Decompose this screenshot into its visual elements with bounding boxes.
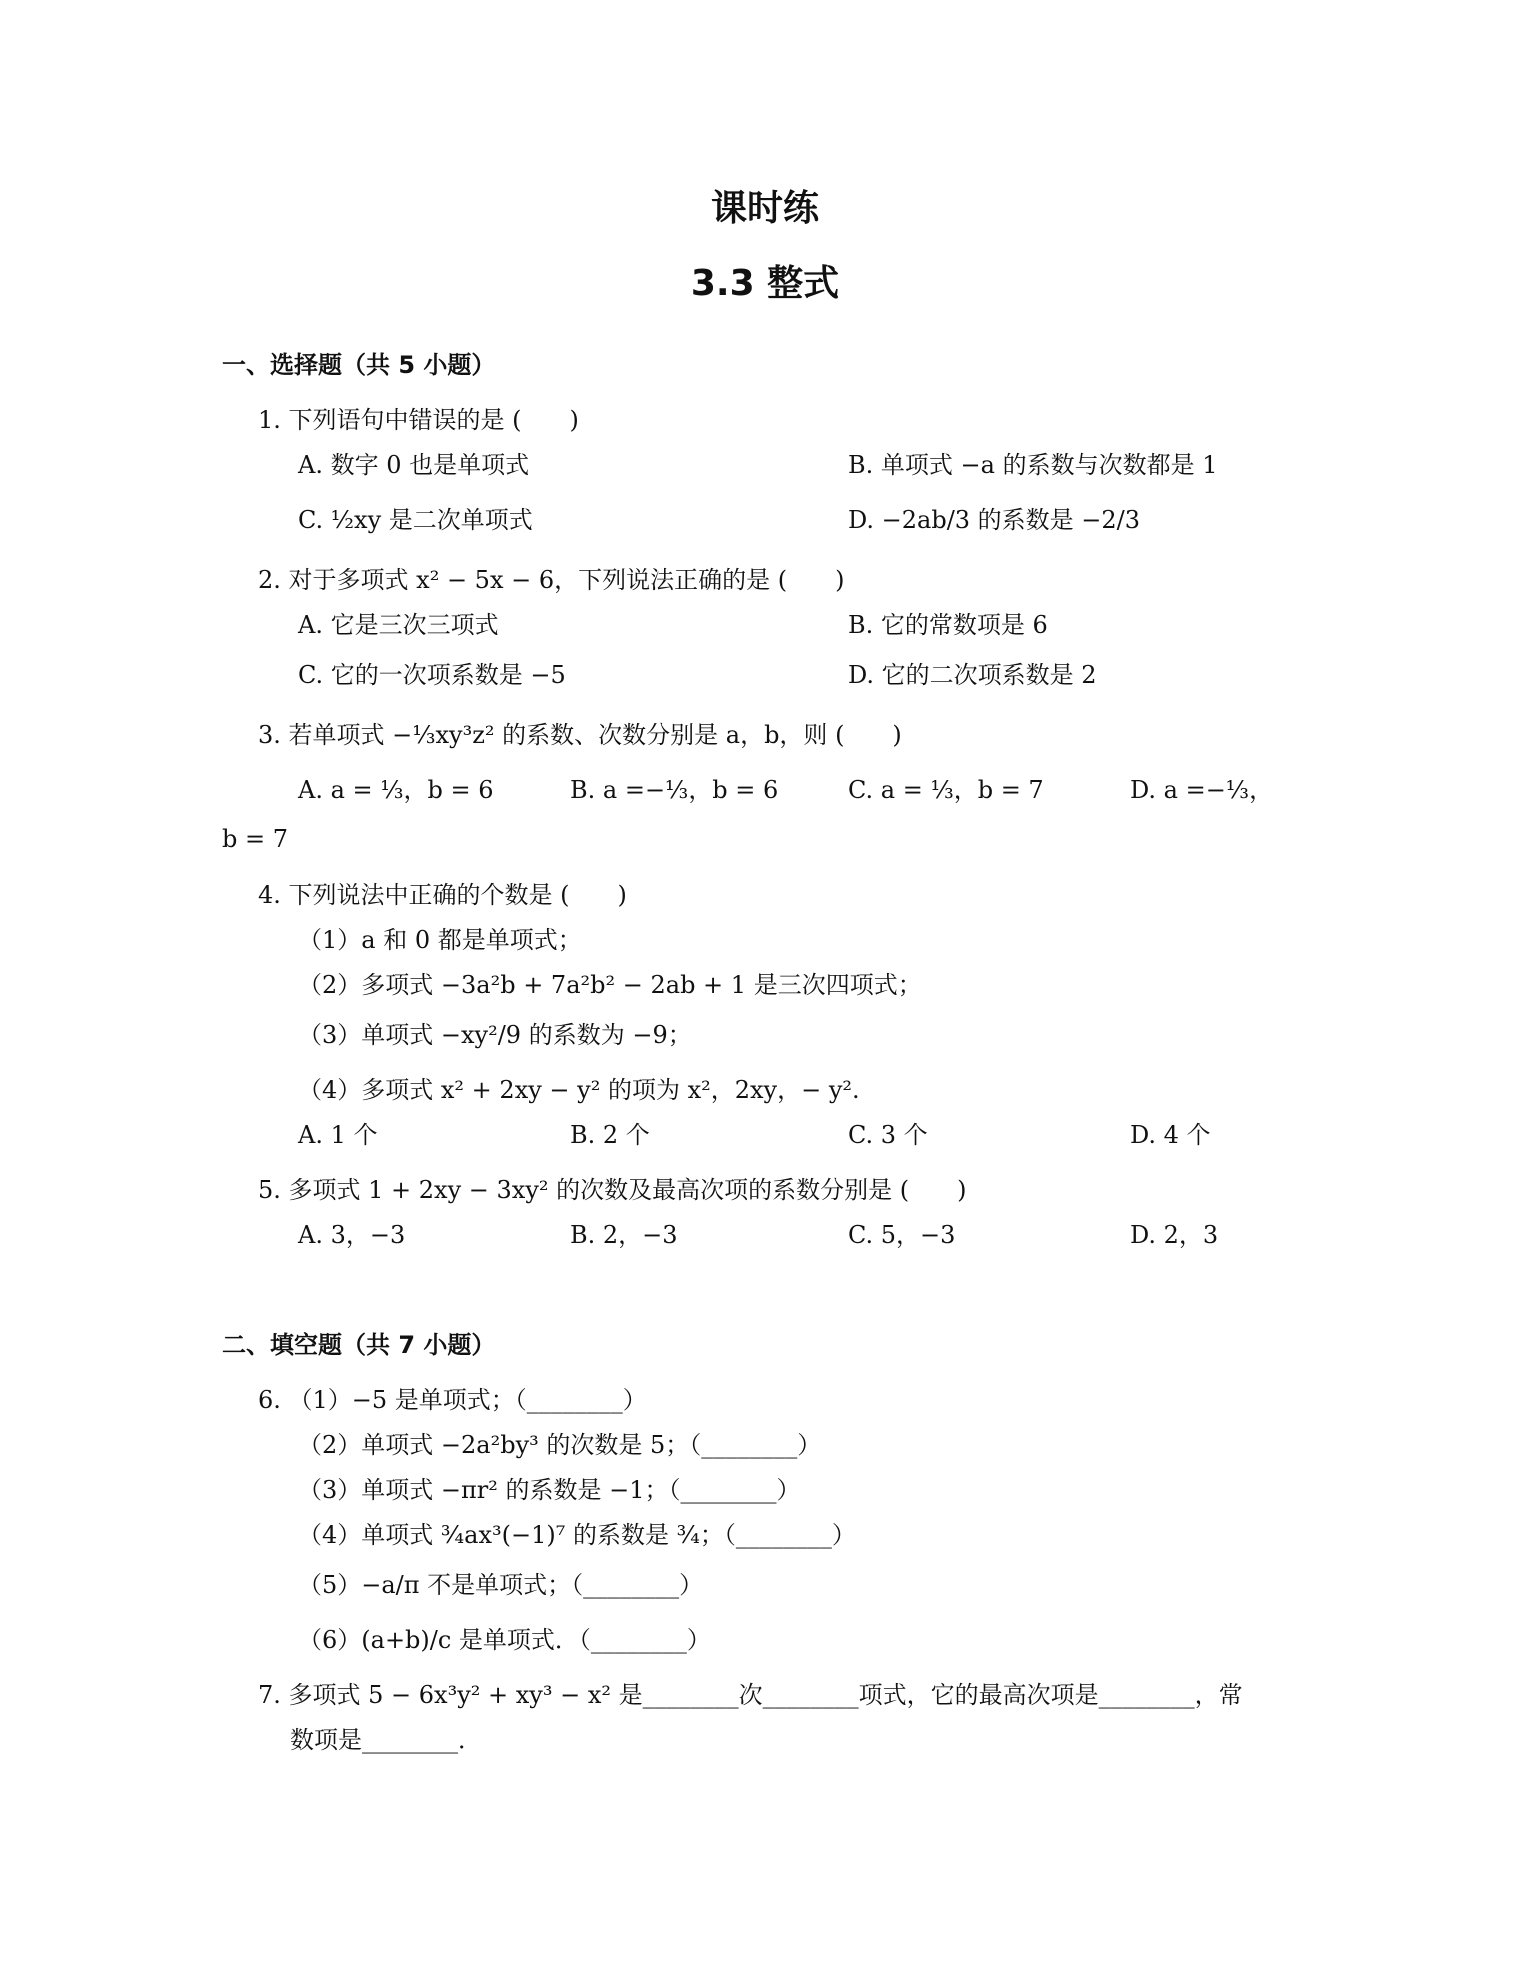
q4-option-d: D. 4 个 [1130, 1121, 1211, 1149]
q4-statement-1: （1）a 和 0 都是单项式； [298, 926, 582, 954]
question-3-stem: 3. 若单项式 −⅓xy³z² 的系数、次数分别是 a，b，则 ( ) [258, 721, 902, 749]
question-1-stem: 1. 下列语句中错误的是 ( ) [258, 406, 579, 434]
q6-statement-3: （3）单项式 −πr² 的系数是 −1；（________） [298, 1476, 801, 1504]
q5-option-a: A. 3，−3 [298, 1221, 406, 1249]
q6-statement-4: （4）单项式 ¾ax³(−1)⁷ 的系数是 ¾；（________） [298, 1521, 856, 1549]
q3-option-d-continued: b = 7 [222, 825, 288, 853]
q2-option-b: B. 它的常数项是 6 [848, 611, 1048, 639]
question-2-stem: 2. 对于多项式 x² − 5x − 6，下列说法正确的是 ( ) [258, 566, 845, 594]
question-4-stem: 4. 下列说法中正确的个数是 ( ) [258, 881, 627, 909]
q1-option-c: C. ½xy 是二次单项式 [298, 506, 533, 534]
q6-statement-6: （6）(a+b)/c 是单项式．（________） [298, 1626, 711, 1654]
q1-option-d: D. −2ab/3 的系数是 −2/3 [848, 506, 1141, 534]
q4-option-b: B. 2 个 [570, 1121, 650, 1149]
q6-statement-5: （5）−a/π 不是单项式；（________） [298, 1571, 704, 1599]
q3-option-c: C. a = ⅓，b = 7 [848, 776, 1044, 804]
q4-statement-4: （4）多项式 x² + 2xy − y² 的项为 x²，2xy，− y². [298, 1076, 860, 1104]
section-heading-fill: 二、填空题（共 7 小题） [222, 1331, 496, 1359]
q4-option-c: C. 3 个 [848, 1121, 928, 1149]
q6-statement-2: （2）单项式 −2a²by³ 的次数是 5；（________） [298, 1431, 822, 1459]
section-heading-choice: 一、选择题（共 5 小题） [222, 351, 496, 379]
q5-option-c: C. 5，−3 [848, 1221, 956, 1249]
question-5-stem: 5. 多项式 1 + 2xy − 3xy² 的次数及最高次项的系数分别是 ( ) [258, 1176, 967, 1204]
q3-option-d: D. a =−⅓， [1130, 776, 1274, 804]
q1-option-a: A. 数字 0 也是单项式 [298, 451, 530, 479]
q5-option-d: D. 2，3 [1130, 1221, 1219, 1249]
q3-option-b: B. a =−⅓，b = 6 [570, 776, 779, 804]
question-7-line-1: 7. 多项式 5 − 6x³y² + xy³ − x² 是________次________项式，它的最高次项是________，常 [258, 1681, 1243, 1709]
q6-statement-1: 6. （1）−5 是单项式；（________） [258, 1386, 647, 1414]
q2-option-d: D. 它的二次项系数是 2 [848, 661, 1097, 689]
q4-option-a: A. 1 个 [298, 1121, 378, 1149]
q1-option-b: B. 单项式 −a 的系数与次数都是 1 [848, 451, 1218, 479]
page-subtitle: 3.3 整式 [690, 263, 840, 304]
q2-option-c: C. 它的一次项系数是 −5 [298, 661, 566, 689]
q4-statement-2: （2）多项式 −3a²b + 7a²b² − 2ab + 1 是三次四项式； [298, 971, 922, 999]
q2-option-a: A. 它是三次三项式 [298, 611, 499, 639]
question-7-line-2: 数项是________． [290, 1726, 482, 1754]
q3-option-a: A. a = ⅓，b = 6 [298, 776, 494, 804]
page-title: 课时练 [710, 188, 819, 229]
q5-option-b: B. 2，−3 [570, 1221, 678, 1249]
q4-statement-3: （3）单项式 −xy²/9 的系数为 −9； [298, 1021, 692, 1049]
